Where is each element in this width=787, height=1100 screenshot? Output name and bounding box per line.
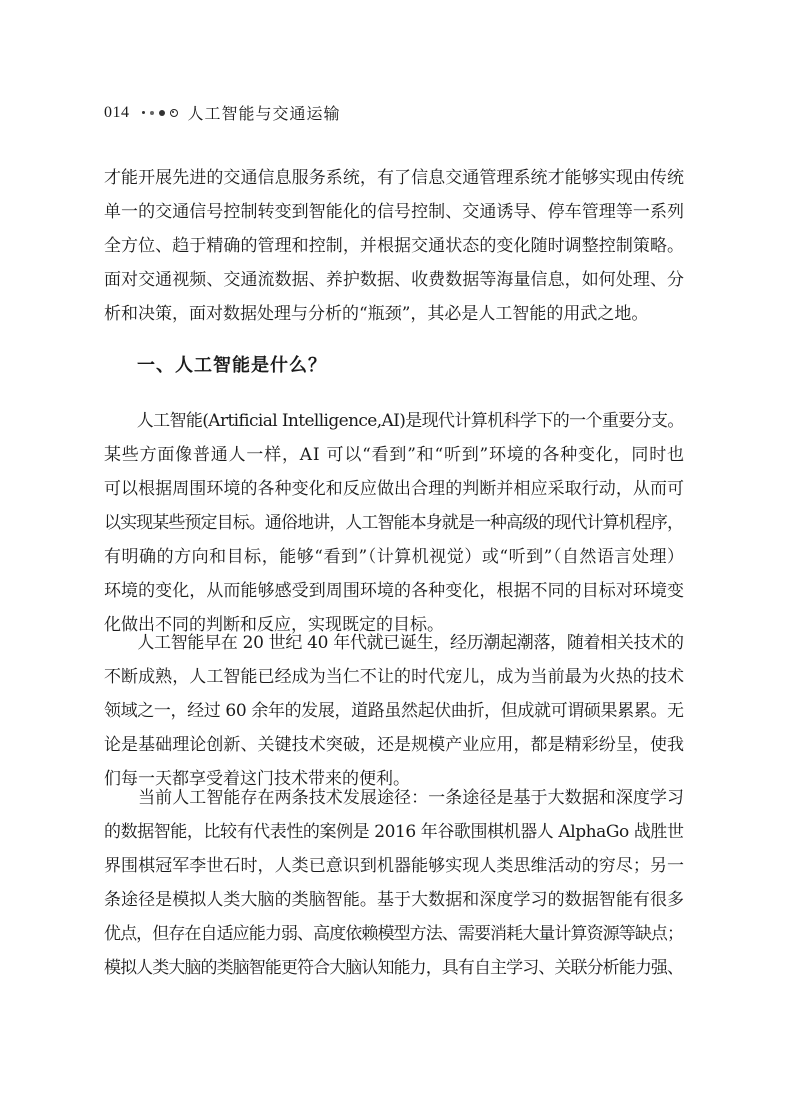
running-header — [104, 101, 341, 124]
section-heading: 一、人工智能是什么？ — [137, 355, 327, 376]
text-line: 环境的变化，从而能够感受到周围环境的各种变化，根据不同的目标对环境变 — [104, 581, 685, 601]
text-line: 人工智能(Artificial Intelligence,AI)是现代计算机科学下的一个重要分支。 — [104, 411, 684, 431]
text-line: 领域之一，经过 60 余年的发展，道路虽然起伏曲折，但成就可谓硕果累累。无 — [104, 701, 684, 721]
paragraph-1 — [104, 161, 684, 331]
text-line: 优点，但存在自适应能力弱、高度依赖模型方法、需要消耗大量计算资源等缺点； — [104, 924, 684, 944]
text-line: 以实现某些预定目标。通俗地讲，人工智能本身就是一种高级的现代计算机程序， — [104, 513, 684, 533]
text-line: 有明确的方向和目标，能够“看到”（计算机视觉）或“听到”（自然语言处理） — [104, 547, 685, 567]
text-line: 不断成熟，人工智能已经成为当仁不让的时代宠儿，成为当前最为火热的技术 — [104, 667, 685, 687]
text-line: 可以根据周围环境的各种变化和反应做出合理的判断并相应采取行动，从而可 — [104, 479, 685, 499]
text-line: 界围棋冠军李世石时，人类已意识到机器能够实现人类思维活动的穷尽；另一 — [104, 856, 685, 876]
paragraph-4 — [104, 781, 684, 985]
text-line: 条途径是模拟人类大脑的类脑智能。基于大数据和深度学习的数据智能有很多 — [104, 890, 685, 910]
book-title: 人工智能与交通运输 — [187, 104, 341, 123]
ornament-dots-icon — [142, 109, 178, 117]
text-line: 们每一天都享受着这门技术带来的便利。 — [104, 769, 410, 789]
text-line: 面对交通视频、交通流数据、养护数据、收费数据等海量信息，如何处理、分 — [104, 270, 685, 290]
text-line: 当前人工智能存在两条技术发展途径：一条途径是基于大数据和深度学习 — [104, 788, 685, 808]
text-line: 化做出不同的判断和反应，实现既定的目标。 — [104, 615, 444, 635]
text-line: 单一的交通信号控制转变到智能化的信号控制、交通诱导、停车管理等一系列 — [104, 202, 685, 222]
text-line: 析和决策，面对数据处理与分析的“瓶颈”，其必是人工智能的用武之地。 — [104, 304, 649, 324]
paragraph-2 — [104, 404, 684, 642]
text-line: 全方位、趋于精确的管理和控制，并根据交通状态的变化随时调整控制策略。 — [104, 236, 685, 256]
page-number: 014 — [104, 103, 130, 121]
text-line: 才能开展先进的交通信息服务系统，有了信息交通管理系统才能够实现由传统 — [104, 168, 685, 188]
paragraph-3 — [104, 626, 684, 796]
text-line: 人工智能早在 20 世纪 40 年代就已诞生，经历潮起潮落，随着相关技术的 — [104, 633, 684, 653]
text-line: 某些方面像普通人一样，AI 可以“看到”和“听到”环境的各种变化，同时也 — [104, 445, 685, 465]
text-line: 模拟人类大脑的类脑智能更符合大脑认知能力，具有自主学习、关联分析能力强、 — [104, 958, 684, 978]
text-line: 论是基础理论创新、关键技术突破，还是规模产业应用，都是精彩纷呈，使我 — [104, 735, 685, 755]
text-line: 的数据智能，比较有代表性的案例是 2016 年谷歌围棋机器人 AlphaGo 战胜世 — [104, 822, 684, 842]
